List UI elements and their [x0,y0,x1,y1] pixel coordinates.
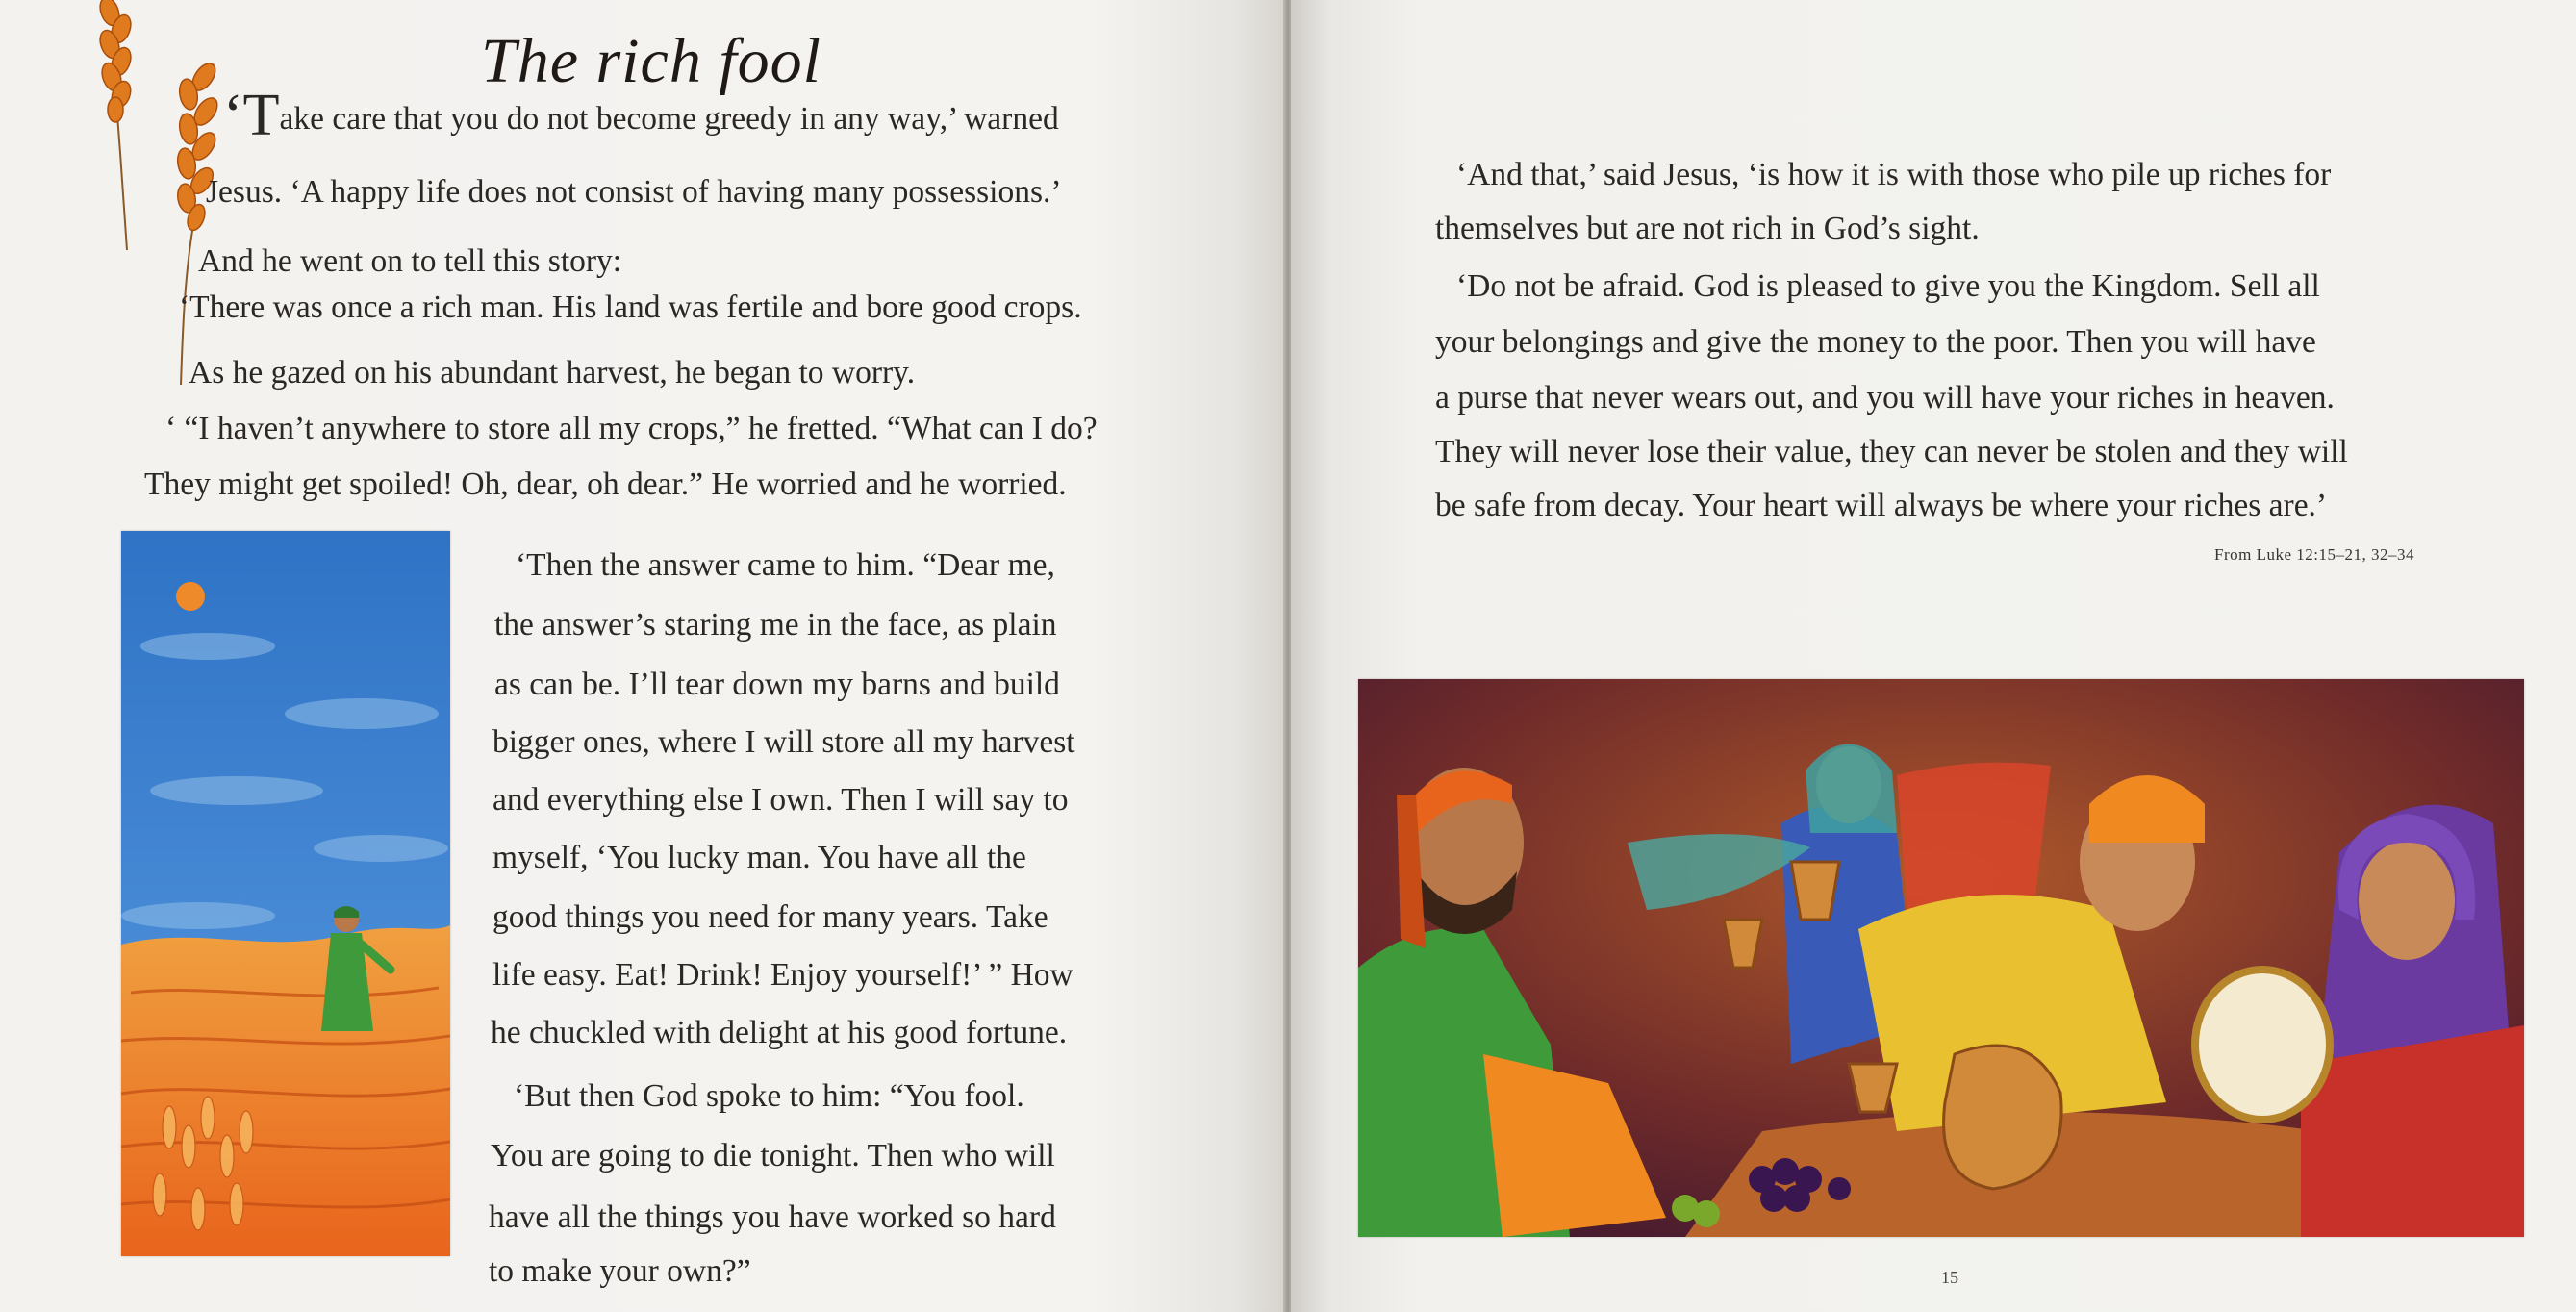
right-text-line-6: They will never lose their value, they can never be stolen and they will [1435,434,2348,469]
text-line-8: ‘Then the answer came to him. “Dear me, [516,547,1055,583]
right-text-line-1: ‘And that,’ said Jesus, ‘is how it is with those who pile up riches for [1456,157,2332,192]
page-number: 15 [1941,1268,1958,1287]
text-line-4: ‘There was once a rich man. His land was fertile and bore good crops. [179,290,1082,325]
right-text-line-4: your belongings and give the money to the poor. Then you will have [1435,324,2316,360]
left-page [0,0,1285,1312]
text-line-5: As he gazed on his abundant harvest, he began to worry. [189,355,916,391]
text-line-7: They might get spoiled! Oh, dear, oh dear.” He worried and he worried. [144,467,1067,502]
text-line-13: myself, ‘You lucky man. You have all the [492,840,1026,875]
right-text-line-5: a purse that never wears out, and you will have your riches in heaven. [1435,380,2335,416]
text-line-6: ‘ “I haven’t anywhere to store all my crops,” he fretted. “What can I do? [165,411,1098,446]
text-line-20: to make your own?” [489,1253,751,1289]
text-line-10: as can be. I’ll tear down my barns and build [494,667,1060,702]
right-text-line-2: themselves but are not rich in God’s sight. [1435,211,1980,246]
text-line-15: life easy. Eat! Drink! Enjoy yourself!’ ” How [492,957,1073,993]
text-line-3: And he went on to tell this story: [198,243,622,279]
feast-illustration [1358,679,2524,1237]
harvest-illustration [121,531,450,1256]
text-line-16: he chuckled with delight at his good fortune. [491,1015,1068,1050]
scripture-source: From Luke 12:15–21, 32–34 [2214,545,2414,564]
right-text-line-3: ‘Do not be afraid. God is pleased to give you the Kingdom. Sell all [1456,268,2320,304]
text-line-1 [223,83,1059,148]
text-line-2: Jesus. ‘A happy life does not consist of having many possessions.’ [206,174,1062,210]
text-line-9: the answer’s staring me in the face, as plain [494,607,1057,643]
text-line-14: good things you need for many years. Take [492,899,1048,935]
text-line-19: have all the things you have worked so hard [489,1199,1056,1235]
text-line-17: ‘But then God spoke to him: “You fool. [514,1078,1024,1114]
text-line-11: bigger ones, where I will store all my harvest [492,724,1075,760]
text-line-18: You are going to die tonight. Then who will [491,1138,1055,1173]
page-title: The rich fool [481,26,821,96]
right-text-line-7: be safe from decay. Your heart will always be where your riches are.’ [1435,488,2328,523]
text-line-12: and everything else I own. Then I will say to [492,782,1069,818]
drop-cap: ‘T [223,83,280,148]
text-line-1-rest: ake care that you do not become greedy in any way,’ warned [279,101,1059,137]
